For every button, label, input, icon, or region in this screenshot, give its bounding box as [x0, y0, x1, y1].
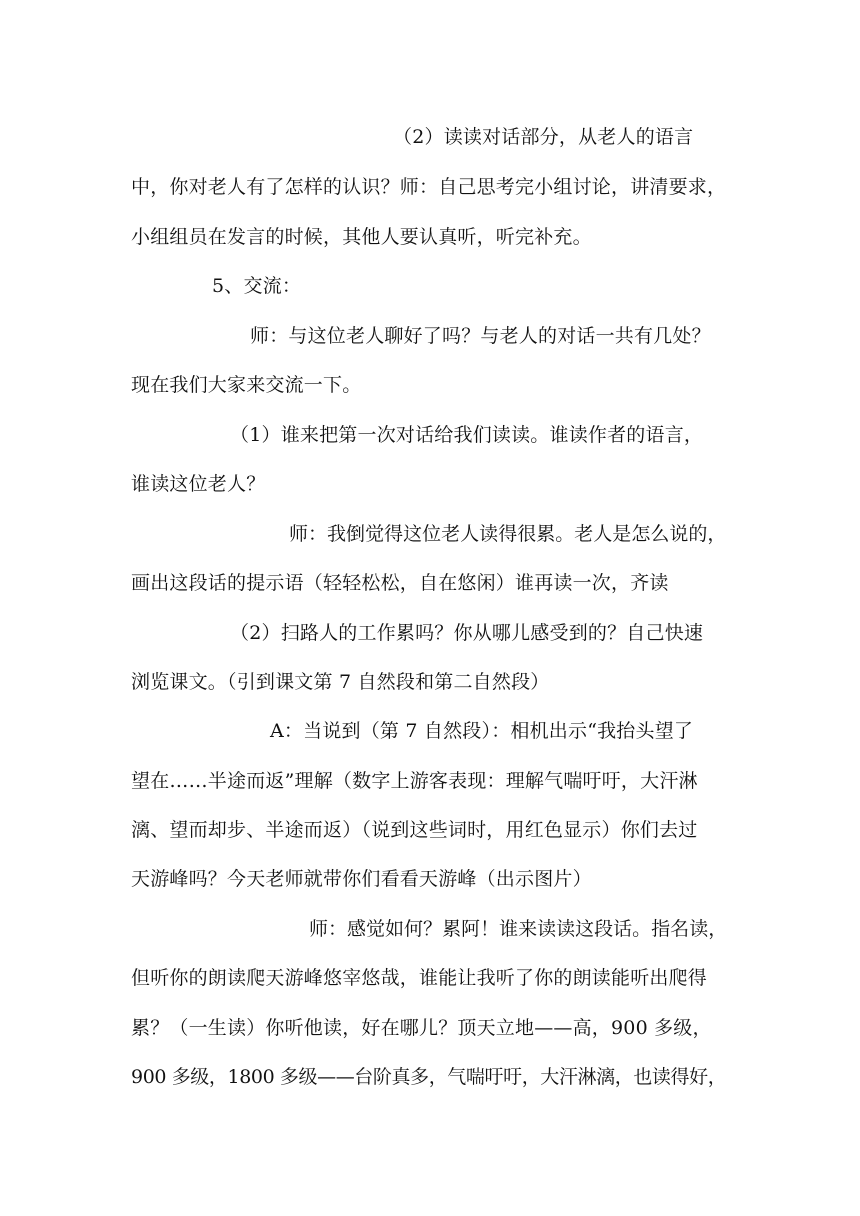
- text-line: 累？（一生读）你听他读，好在哪儿？顶天立地——高，900 多级，: [131, 1017, 712, 1039]
- text-line: 师：感觉如何？累阿！谁来读读这段话。指名读，: [309, 918, 728, 940]
- text-line: （2）读读对话部分，从老人的语言: [393, 126, 694, 148]
- text-line: 师：我倒觉得这位老人读得很累。老人是怎么说的，: [289, 523, 727, 545]
- text-line: 天游峰吗？今天老师就带你们看看天游峰（出示图片）: [131, 868, 592, 890]
- text-line: A：当说到（第 7 自然段）：相机出示“我抬头望了: [270, 720, 694, 742]
- text-line: 中，你对老人有了怎样的认识？师：自己思考完小组讨论，讲清要求，: [131, 176, 727, 198]
- text-line: 900 多级，1800 多级——台阶真多，气喘吁吁，大汗淋漓，也读得好，: [131, 1066, 727, 1088]
- text-line: 但听你的朗读爬天游峰悠宰悠哉，谁能让我听了你的朗读能听出爬得: [131, 967, 708, 989]
- text-line: 望在……半途而返”理解（数字上游客表现：理解气喘吁吁，大汗淋: [131, 770, 698, 792]
- text-line: 画出这段话的提示语（轻轻松松，自在悠闲）谁再读一次，齐读: [131, 572, 669, 594]
- text-line: 师：与这位老人聊好了吗？与老人的对话一共有几处？: [250, 325, 711, 347]
- text-line: （1）谁来把第一次对话给我们读读。谁读作者的语言，: [230, 424, 704, 446]
- text-line: 现在我们大家来交流一下。: [131, 374, 362, 396]
- text-line: 小组组员在发言的时候，其他人要认真听，听完补充。: [131, 226, 592, 248]
- text-line: （2）扫路人的工作累吗？你从哪儿感受到的？自己快速: [230, 622, 704, 644]
- text-line: 谁读这位老人？: [131, 473, 266, 495]
- text-line: 漓、望而却步、半途而返）（说到这些词时，用红色显示）你们去过: [131, 819, 698, 841]
- text-line: 浏览课文。（引到课文第 7 自然段和第二自然段）: [131, 671, 550, 693]
- section-heading: 5、交流：: [212, 275, 302, 297]
